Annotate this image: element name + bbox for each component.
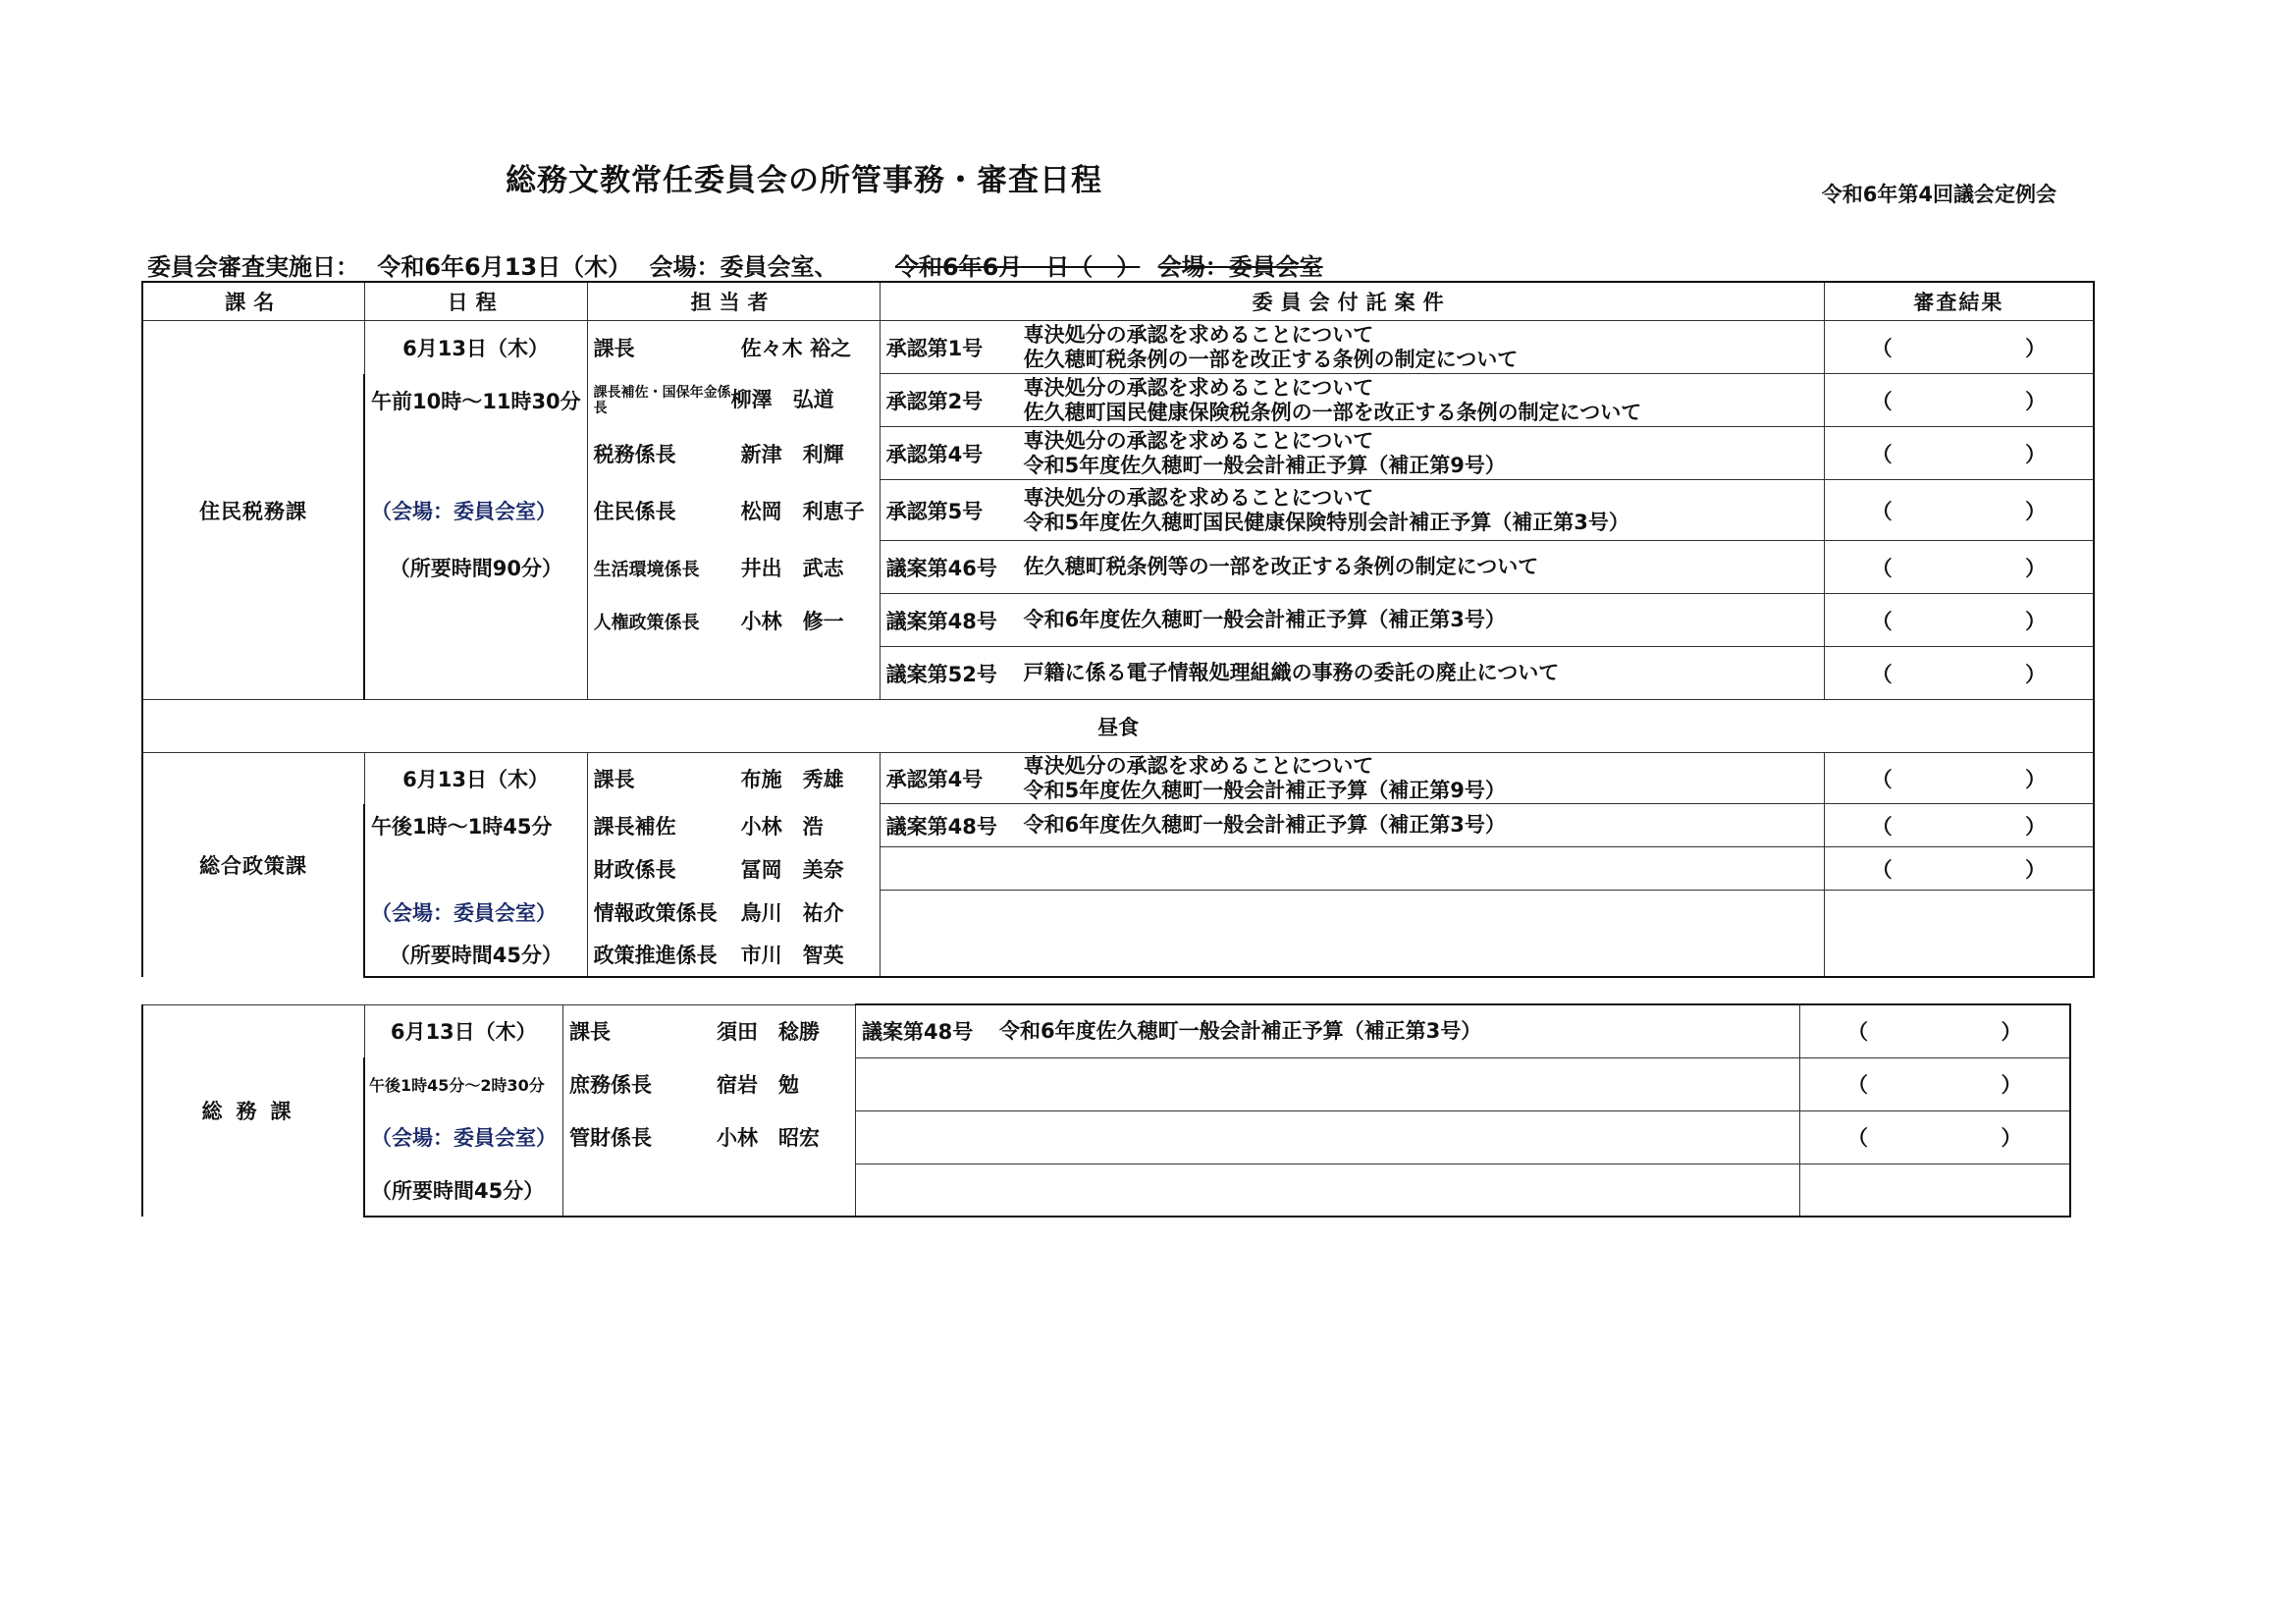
header-section: 課名 [142,282,364,321]
result-cell: （ ） [1800,1110,2070,1164]
implementation-date-2: 令和6年6月 日（ ） [894,253,1141,281]
staff-entry: 課長 須田 稔勝 [563,1004,856,1057]
item-cell: 議案第48号 令和6年度佐久穂町一般会計補正予算（補正第3号） [880,594,1824,647]
schedule-date: 6月13日（木） [364,753,587,804]
item-cell: 承認第4号 専決処分の承認を求めることについて 令和5年度佐久穂町一般会計補正予算（補正第9号） [880,753,1824,804]
result-cell: （ ） [1824,427,2094,480]
staff-entry: 庶務係長 宿岩 勉 [563,1057,856,1110]
item-cell [856,1110,1800,1164]
staff-entry: 人権政策係長 小林 修一 [587,594,880,647]
staff-entry: 課長 佐々木 裕之 [587,321,880,374]
schedule-table-2 [141,1003,2071,1218]
table-row [142,427,2094,480]
result-cell: （ ） [1824,374,2094,427]
section-name: 住民税務課 [142,321,364,700]
item-cell [856,1057,1800,1110]
table-row [142,804,2094,847]
table-row [142,1110,2070,1164]
implementation-venue-1: 会場：委員会室、 [649,253,838,281]
item-cell [880,934,1824,977]
item-cell: 議案第46号 佐久穂町税条例等の一部を改正する条例の制定について [880,541,1824,594]
result-cell: （ ） [1824,541,2094,594]
item-cell: 承認第1号 専決処分の承認を求めることについて 佐久穂町税条例の一部を改正する条例の制定について [880,321,1824,374]
header-schedule: 日程 [364,282,587,321]
staff-entry: 政策推進係長 市川 智英 [587,934,880,977]
lunch-label: 昼食 [142,700,2094,753]
table-row [142,480,2094,541]
implementation-venue-2: 会場：委員会室 [1157,253,1323,281]
schedule-venue: （会場：委員会室） [364,891,587,934]
table-row [142,1057,2070,1110]
header-row [142,282,2094,321]
table-row [142,847,2094,891]
result-cell: （ ） [1824,847,2094,891]
schedule-duration: （所要時間90分） [364,541,587,594]
implementation-label: 委員会審査実施日： [147,253,359,281]
table-row [142,934,2094,977]
item-cell: 議案第48号 令和6年度佐久穂町一般会計補正予算（補正第3号） [880,804,1824,847]
schedule-time: 午後1時45分～2時30分 [364,1057,563,1110]
result-cell [1800,1164,2070,1217]
schedule-time: 午前10時～11時30分 [364,374,587,427]
staff-entry: 生活環境係長 井出 武志 [587,541,880,594]
schedule-venue: （会場：委員会室） [364,1110,563,1164]
schedule-venue: （会場：委員会室） [364,480,587,541]
staff-entry: 税務係長 新津 利輝 [587,427,880,480]
table-row [142,594,2094,647]
item-cell: 議案第48号 令和6年度佐久穂町一般会計補正予算（補正第3号） [856,1004,1800,1057]
item-cell [856,1164,1800,1217]
table-row [142,541,2094,594]
item-cell [880,891,1824,934]
staff-entry: 情報政策係長 鳥川 祐介 [587,891,880,934]
table-row [142,647,2094,700]
result-cell: （ ） [1824,594,2094,647]
item-cell: 承認第4号 専決処分の承認を求めることについて 令和5年度佐久穂町一般会計補正予算（補正第9号） [880,427,1824,480]
result-cell: （ ） [1824,480,2094,541]
table-row [142,753,2094,804]
table-row [142,321,2094,374]
table-row [142,891,2094,934]
session-label: 令和6年第4回議会定例会 [1821,183,2056,206]
staff-entry: 課長 布施 秀雄 [587,753,880,804]
schedule-date: 6月13日（木） [364,321,587,374]
staff-entry: 財政係長 冨岡 美奈 [587,847,880,891]
item-cell [880,847,1824,891]
page-title: 総務文教常任委員会の所管事務・審査日程 [506,163,1102,198]
schedule-time: 午後1時～1時45分 [364,804,587,847]
result-cell: （ ） [1824,753,2094,804]
item-cell: 議案第52号 戸籍に係る電子情報処理組織の事務の委託の廃止について [880,647,1824,700]
table-row [142,1164,2070,1217]
item-cell: 承認第5号 専決処分の承認を求めることについて 令和5年度佐久穂町国民健康保険特別会計補正予算（補正第3号） [880,480,1824,541]
item-cell: 承認第2号 専決処分の承認を求めることについて 佐久穂町国民健康保険税条例の一部を改正する条例の制定について [880,374,1824,427]
schedule-duration: （所要時間45分） [364,1164,563,1217]
result-cell: （ ） [1800,1004,2070,1057]
table-row [142,374,2094,427]
result-cell: （ ） [1824,647,2094,700]
schedule-table [141,281,2095,978]
header-staff: 担当者 [587,282,880,321]
result-cell: （ ） [1824,321,2094,374]
staff-entry: 管財係長 小林 昭宏 [563,1110,856,1164]
section-name: 総務課 [142,1004,364,1217]
result-cell [1824,891,2094,934]
result-cell [1824,934,2094,977]
result-cell: （ ） [1824,804,2094,847]
schedule-date: 6月13日（木） [364,1004,563,1057]
section-name: 総合政策課 [142,753,364,977]
implementation-line [147,247,1333,282]
staff-entry: 課長補佐 小林 浩 [587,804,880,847]
table-row [142,1004,2070,1057]
lunch-row [142,700,2094,753]
result-cell: （ ） [1800,1057,2070,1110]
header-result: 審査結果 [1824,282,2094,321]
implementation-date-1: 令和6年6月13日（木） [377,253,632,281]
staff-entry: 住民係長 松岡 利恵子 [587,480,880,541]
header-items: 委員会付託案件 [880,282,1824,321]
staff-entry: 課長補佐・国保年金係長 柳澤 弘道 [587,374,880,427]
schedule-duration: （所要時間45分） [364,934,587,977]
